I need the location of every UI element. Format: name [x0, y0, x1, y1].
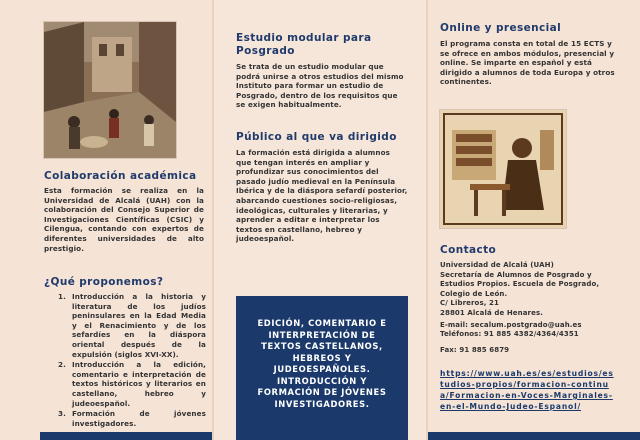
online-title: Online y presencial: [440, 22, 562, 34]
bottom-bar-right: [428, 432, 640, 440]
public-text: La formación está dirigida a alumnos que tengan interés en ampliar y profundizar sus conocimientos del pasado judío medieval en la Península Ibérica y de la diáspora sefardí posterior, abarcando cuestiones socio-religiosas, ideológicas, culturales y literarias, y aprender a editar e interpretar los textos en castellano, hebreo y judeoespañol.: [236, 148, 408, 244]
bottom-bar-left: [40, 432, 212, 440]
collab-text: Esta formación se realiza en la Universidad de Alcalá (UAH) con la colaboración del Consejo Superior de Investigaciones Científicas (CSIC) y Cilengua, contando con expertos de diferentes universidades de alto prestigio.: [44, 186, 204, 253]
modular-text: Se trata de un estudio modular que podrá unirse a otros estudios del mismo Instituto para formar un estudio de Posgrado, dentro de los requisitos que se exigen habitualmente.: [236, 62, 404, 110]
panel-left: [0, 0, 212, 440]
propose-list: [58, 292, 206, 429]
contact-title: Contacto: [440, 244, 497, 256]
scholar-engraving: [440, 110, 566, 228]
collab-title: Colaboración académica: [44, 170, 197, 182]
contact-email[interactable]: E-mail: secalum.postgrado@uah.es: [440, 320, 582, 329]
panel-right: [428, 0, 640, 440]
online-text: El programa consta en total de 15 ECTS y se ofrece en ambos módulos, presencial y online. Se imparte en español y está dirigido a alumnos de toda Europa y otros continentes.: [440, 39, 615, 87]
contact-line: Universidad de Alcalá (UAH): [440, 261, 554, 269]
contact-line: 28801 Alcalá de Henares.: [440, 308, 543, 317]
street-scene-painting: [44, 22, 176, 158]
contact-phones: Teléfonos: 91 885 4382/4364/4351: [440, 330, 579, 339]
program-link-wrap: [440, 368, 618, 412]
contact-line: C/ Libreros, 21: [440, 299, 499, 308]
modular-title: Estudio modular para Posgrado: [236, 32, 372, 57]
public-title: Público al que va dirigido: [236, 131, 397, 143]
program-summary-box: EDICIÓN, COMENTARIO E INTERPRETACIÓN DE TEXTOS CASTELLANOS, HEBREOS Y JUDEOESPAÑOLES. INTRODUCCIÓN Y FORMACIÓN DE JÓVENES INVESTIGADORES.: [236, 296, 408, 440]
propose-title: ¿Qué proponemos?: [44, 276, 164, 288]
list-item: 1. Introducción a la historia y literatura de los judíos peninsulares en la Edad Media y el Renacimiento y de los sefardíes en la diáspora oriental después de la expulsión (siglos XVI-XX).: [58, 292, 206, 359]
contact-fax: Fax: 91 885 6879: [440, 345, 510, 354]
contact-line: Secretaría de Alumnos de Posgrado y Estudios Propios. Escuela de Posgrado, Colegio de León.: [440, 270, 600, 298]
list-item: 2. Introducción a la edición, comentario e interpretación de textos históricos y literarios en castellano, hebreo y judeoespañol.: [58, 360, 206, 408]
contact-block: [440, 261, 618, 355]
program-url-link[interactable]: https://www.uah.es/es/estudios/estudios-propios/formacion-continua/Formacion-en-Voces-Marginales-en-el-Mundo-Judeo-Espanol/: [440, 369, 614, 411]
list-item: 3. Formación de jóvenes investigadores.: [58, 409, 206, 428]
